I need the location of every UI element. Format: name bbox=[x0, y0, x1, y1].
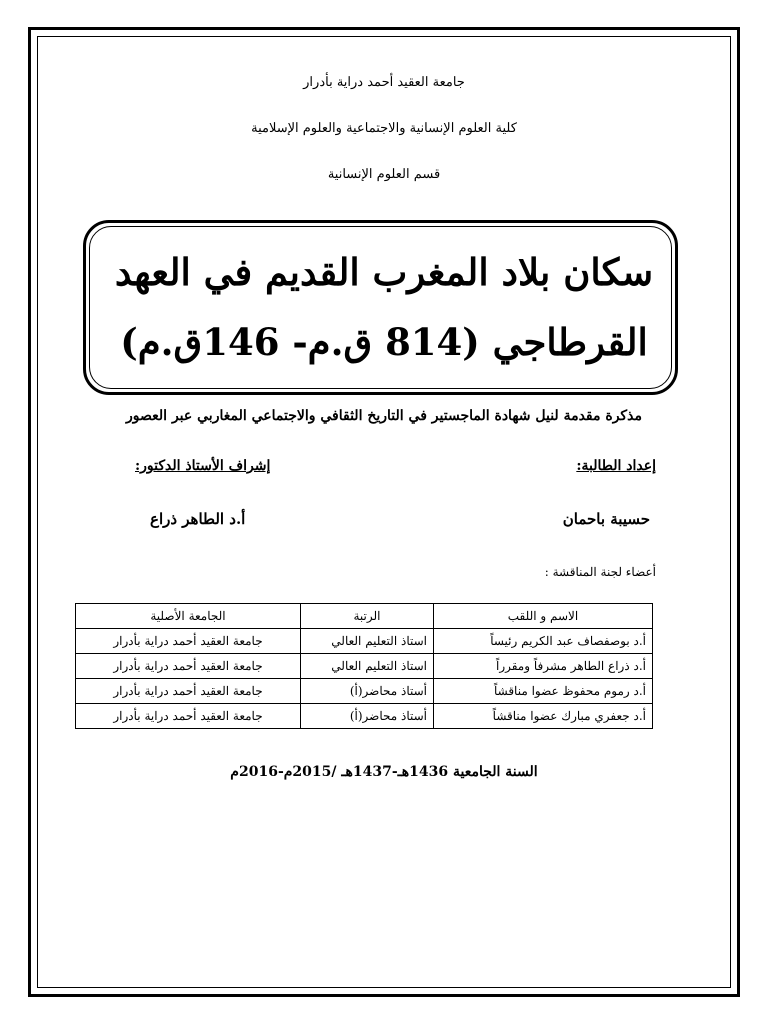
jury-table bbox=[75, 603, 653, 729]
table-row bbox=[76, 679, 653, 704]
academic-year: السنة الجامعية 1436هـ-1437هـ /2015م-2016م bbox=[230, 764, 538, 780]
table-row bbox=[76, 704, 653, 729]
supervisor-label: إشراف الأستاذ الدكتور: bbox=[135, 458, 271, 474]
table-header-row bbox=[76, 604, 653, 629]
cell-name: أ.د رموم محفوظ عضوا مناقشاً bbox=[434, 679, 653, 704]
table-row bbox=[76, 654, 653, 679]
table-row bbox=[76, 629, 653, 654]
department-name: قسم العلوم الإنسانية bbox=[327, 167, 441, 182]
cell-rank: أستاذ محاضر(أ) bbox=[301, 679, 434, 704]
cell-name: أ.د جعفري مبارك عضوا مناقشاً bbox=[434, 704, 653, 729]
cell-rank: أستاذ محاضر(أ) bbox=[301, 704, 434, 729]
faculty-name: كلية العلوم الإنسانية والاجتماعية والعلوم الإسلامية bbox=[251, 121, 517, 136]
header-university: الجامعة الأصلية bbox=[76, 604, 301, 629]
cell-university: جامعة العقيد أحمد دراية بأدرار bbox=[76, 679, 301, 704]
supervisor-name: أ.د الطاهر ذراع bbox=[150, 510, 246, 528]
thesis-title-line1: سكان بلاد المغرب القديم في العهد bbox=[114, 250, 654, 294]
cell-university: جامعة العقيد أحمد دراية بأدرار bbox=[76, 654, 301, 679]
cell-name: أ.د بوصفصاف عبد الكريم رئيساً bbox=[434, 629, 653, 654]
student-label: إعداد الطالبة: bbox=[576, 458, 656, 474]
student-name: حسيبة باحمان bbox=[562, 510, 650, 528]
cell-name: أ.د ذراع الطاهر مشرفاً ومقرراً bbox=[434, 654, 653, 679]
thesis-note: مذكرة مقدمة لنيل شهادة الماجستير في التاريخ الثقافي والاجتماعي المغاربي عبر العصور bbox=[126, 408, 642, 424]
cell-university: جامعة العقيد أحمد دراية بأدرار bbox=[76, 629, 301, 654]
header-name: الاسم و اللقب bbox=[434, 604, 653, 629]
thesis-title-line2: القرطاجي (814 ق.م- 146ق.م) bbox=[120, 320, 648, 364]
header-rank: الرتبة bbox=[301, 604, 434, 629]
cell-rank: استاذ التعليم العالي bbox=[301, 629, 434, 654]
cell-rank: استاذ التعليم العالي bbox=[301, 654, 434, 679]
cell-university: جامعة العقيد أحمد دراية بأدرار bbox=[76, 704, 301, 729]
university-name: جامعة العقيد أحمد دراية بأدرار bbox=[303, 75, 465, 90]
committee-label: أعضاء لجنة المناقشة : bbox=[544, 565, 656, 579]
